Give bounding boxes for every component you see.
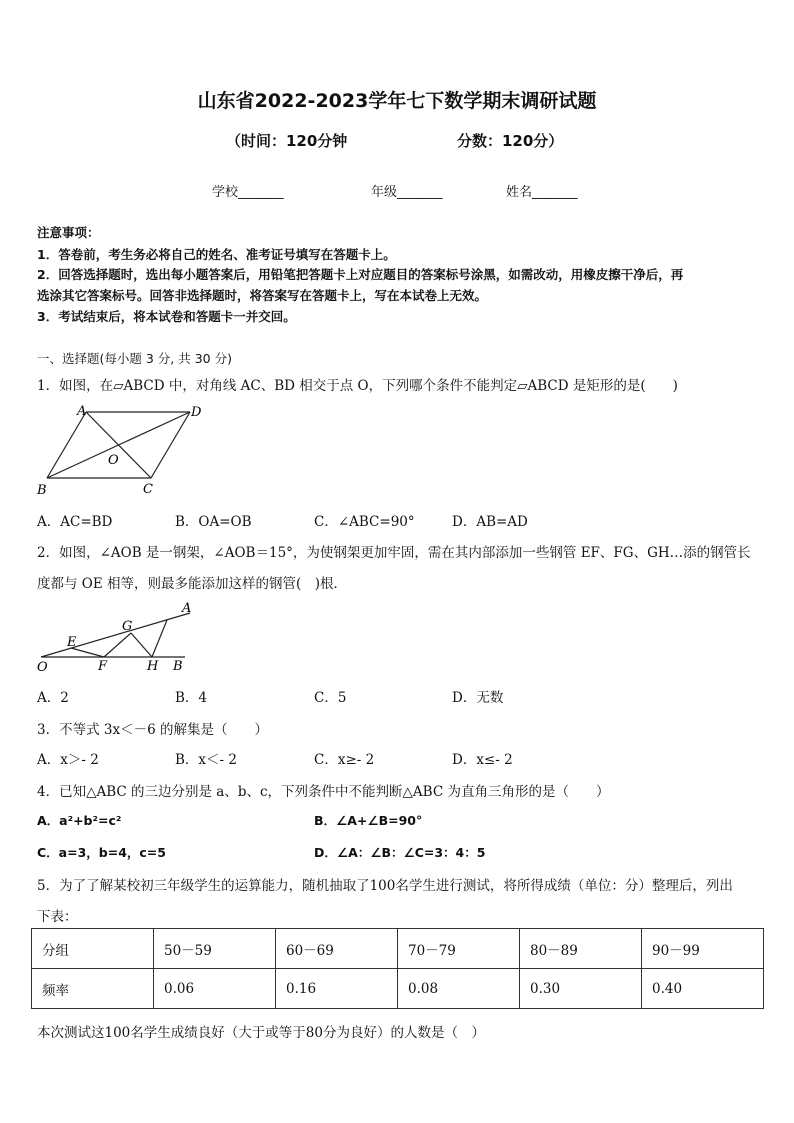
q4-option-d[interactable]: D．∠A：∠B：∠C=3：4：5 [314,845,486,860]
segment-ab [47,412,86,478]
q2-option-a[interactable]: A．2 [37,690,69,706]
label-b: B [37,483,47,498]
q1-option-b[interactable]: B．OA=OB [175,514,252,530]
question-5-followup: 本次测试这100名学生成绩良好（大于或等于80分为良好）的人数是（ ） [37,1025,485,1041]
q2-option-d[interactable]: D．无数 [452,690,504,706]
score-label: 分数：120分） [457,132,564,150]
name-field[interactable]: 姓名_______ [506,185,578,200]
diagonal-bd [47,412,190,478]
table-cell: 80－89 [520,929,642,969]
page-title: 山东省2022-2023学年七下数学期末调研试题 [197,90,597,112]
label-c: C [143,482,153,497]
time-label: （时间：120分钟 [226,132,348,150]
question-4-text: 4．已知△ABC 的三边分别是 a、b、c，下列条件中不能判断△ABC 为直角三角形的是（ ） [37,784,610,800]
q1-option-d[interactable]: D．AB=AD [452,514,528,530]
label-o: O [108,453,119,468]
question-2-text-line2: 度都与 OE 相等，则最多能添加这样的钢管( )根． [37,576,348,592]
q2-option-b[interactable]: B．4 [175,690,208,706]
segment-cd [151,412,190,478]
question-2-figure [30,598,200,676]
table-cell: 0.06 [154,969,276,1009]
table-cell: 70－79 [398,929,520,969]
note-item: 2．回答选择题时，选出每小题答案后，用铅笔把答题卡上对应题目的答案标号涂黑，如需改动，用橡皮擦干净后，再 [37,267,684,282]
note-item: 3．考试结束后，将本试卷和答题卡一并交回。 [37,309,296,324]
question-3-text: 3．不等式 3x＜－6 的解集是（ ） [37,722,268,738]
question-1-text: 1．如图，在▱ABCD 中，对角线 AC、BD 相交于点 O，下列哪个条件不能判定▱ABCD 是矩形的是( ) [37,378,678,394]
table-cell: 0.30 [520,969,642,1009]
q1-option-c[interactable]: C．∠ABC=90° [314,514,415,530]
q3-option-b[interactable]: B．x＜- 2 [175,752,237,768]
q3-option-d[interactable]: D．x≤- 2 [452,752,513,768]
note-item: 选涂其它答案标号。回答非选择题时，将答案写在答题卡上，写在本试卷上无效。 [37,288,488,303]
school-field[interactable]: 学校_______ [212,185,284,200]
table-header-cell: 频率 [32,969,154,1009]
table-row [32,969,764,1009]
grade-field[interactable]: 年级_______ [371,185,443,200]
question-1-figure [30,400,220,500]
table-cell: 90－99 [642,929,764,969]
q1-option-a[interactable]: A．AC=BD [37,514,113,530]
table-row [32,929,764,969]
q4-option-c[interactable]: C．a=3，b=4，c=5 [37,845,166,860]
table-cell: 0.40 [642,969,764,1009]
frequency-table [31,928,764,1009]
table-header-cell: 分组 [32,929,154,969]
label-a: A [77,404,87,419]
q4-option-b[interactable]: B．∠A+∠B=90° [314,813,423,828]
label-g: G [122,619,133,634]
ray-oa [41,613,190,657]
steel-next [152,620,167,657]
section-heading: 一、选择题(每小题 3 分, 共 30 分) [37,351,232,366]
question-5-text-line1: 5．为了了解某校初三年级学生的运算能力，随机抽取了100名学生进行测试，将所得成绩（单位：分）整理后，列出 [37,878,733,894]
question-2-text-line1: 2．如图，∠AOB 是一钢架，∠AOB＝15°，为使钢架更加牢固，需在其内部添加一些钢管 EF、FG、GH…添的钢管长 [37,545,751,561]
table-cell: 60－69 [276,929,398,969]
label-o: O [37,660,48,675]
label-e: E [67,635,77,650]
q4-option-a[interactable]: A．a²+b²=c² [37,813,122,828]
label-a: A [182,601,192,616]
table-cell: 0.08 [398,969,520,1009]
label-f: F [98,659,108,674]
table-cell: 0.16 [276,969,398,1009]
question-5-text-line2: 下表： [37,909,78,925]
q2-option-c[interactable]: C．5 [314,690,347,706]
table-cell: 50－59 [154,929,276,969]
label-h: H [147,659,159,674]
q3-option-a[interactable]: A．x＞- 2 [37,752,99,768]
q3-option-c[interactable]: C．x≥- 2 [314,752,375,768]
steel-gh [131,633,152,657]
label-d: D [191,405,202,420]
notes-heading: 注意事项： [37,225,100,240]
label-b: B [173,659,183,674]
note-item: 1．答卷前，考生务必将自己的姓名、准考证号填写在答题卡上。 [37,247,396,262]
